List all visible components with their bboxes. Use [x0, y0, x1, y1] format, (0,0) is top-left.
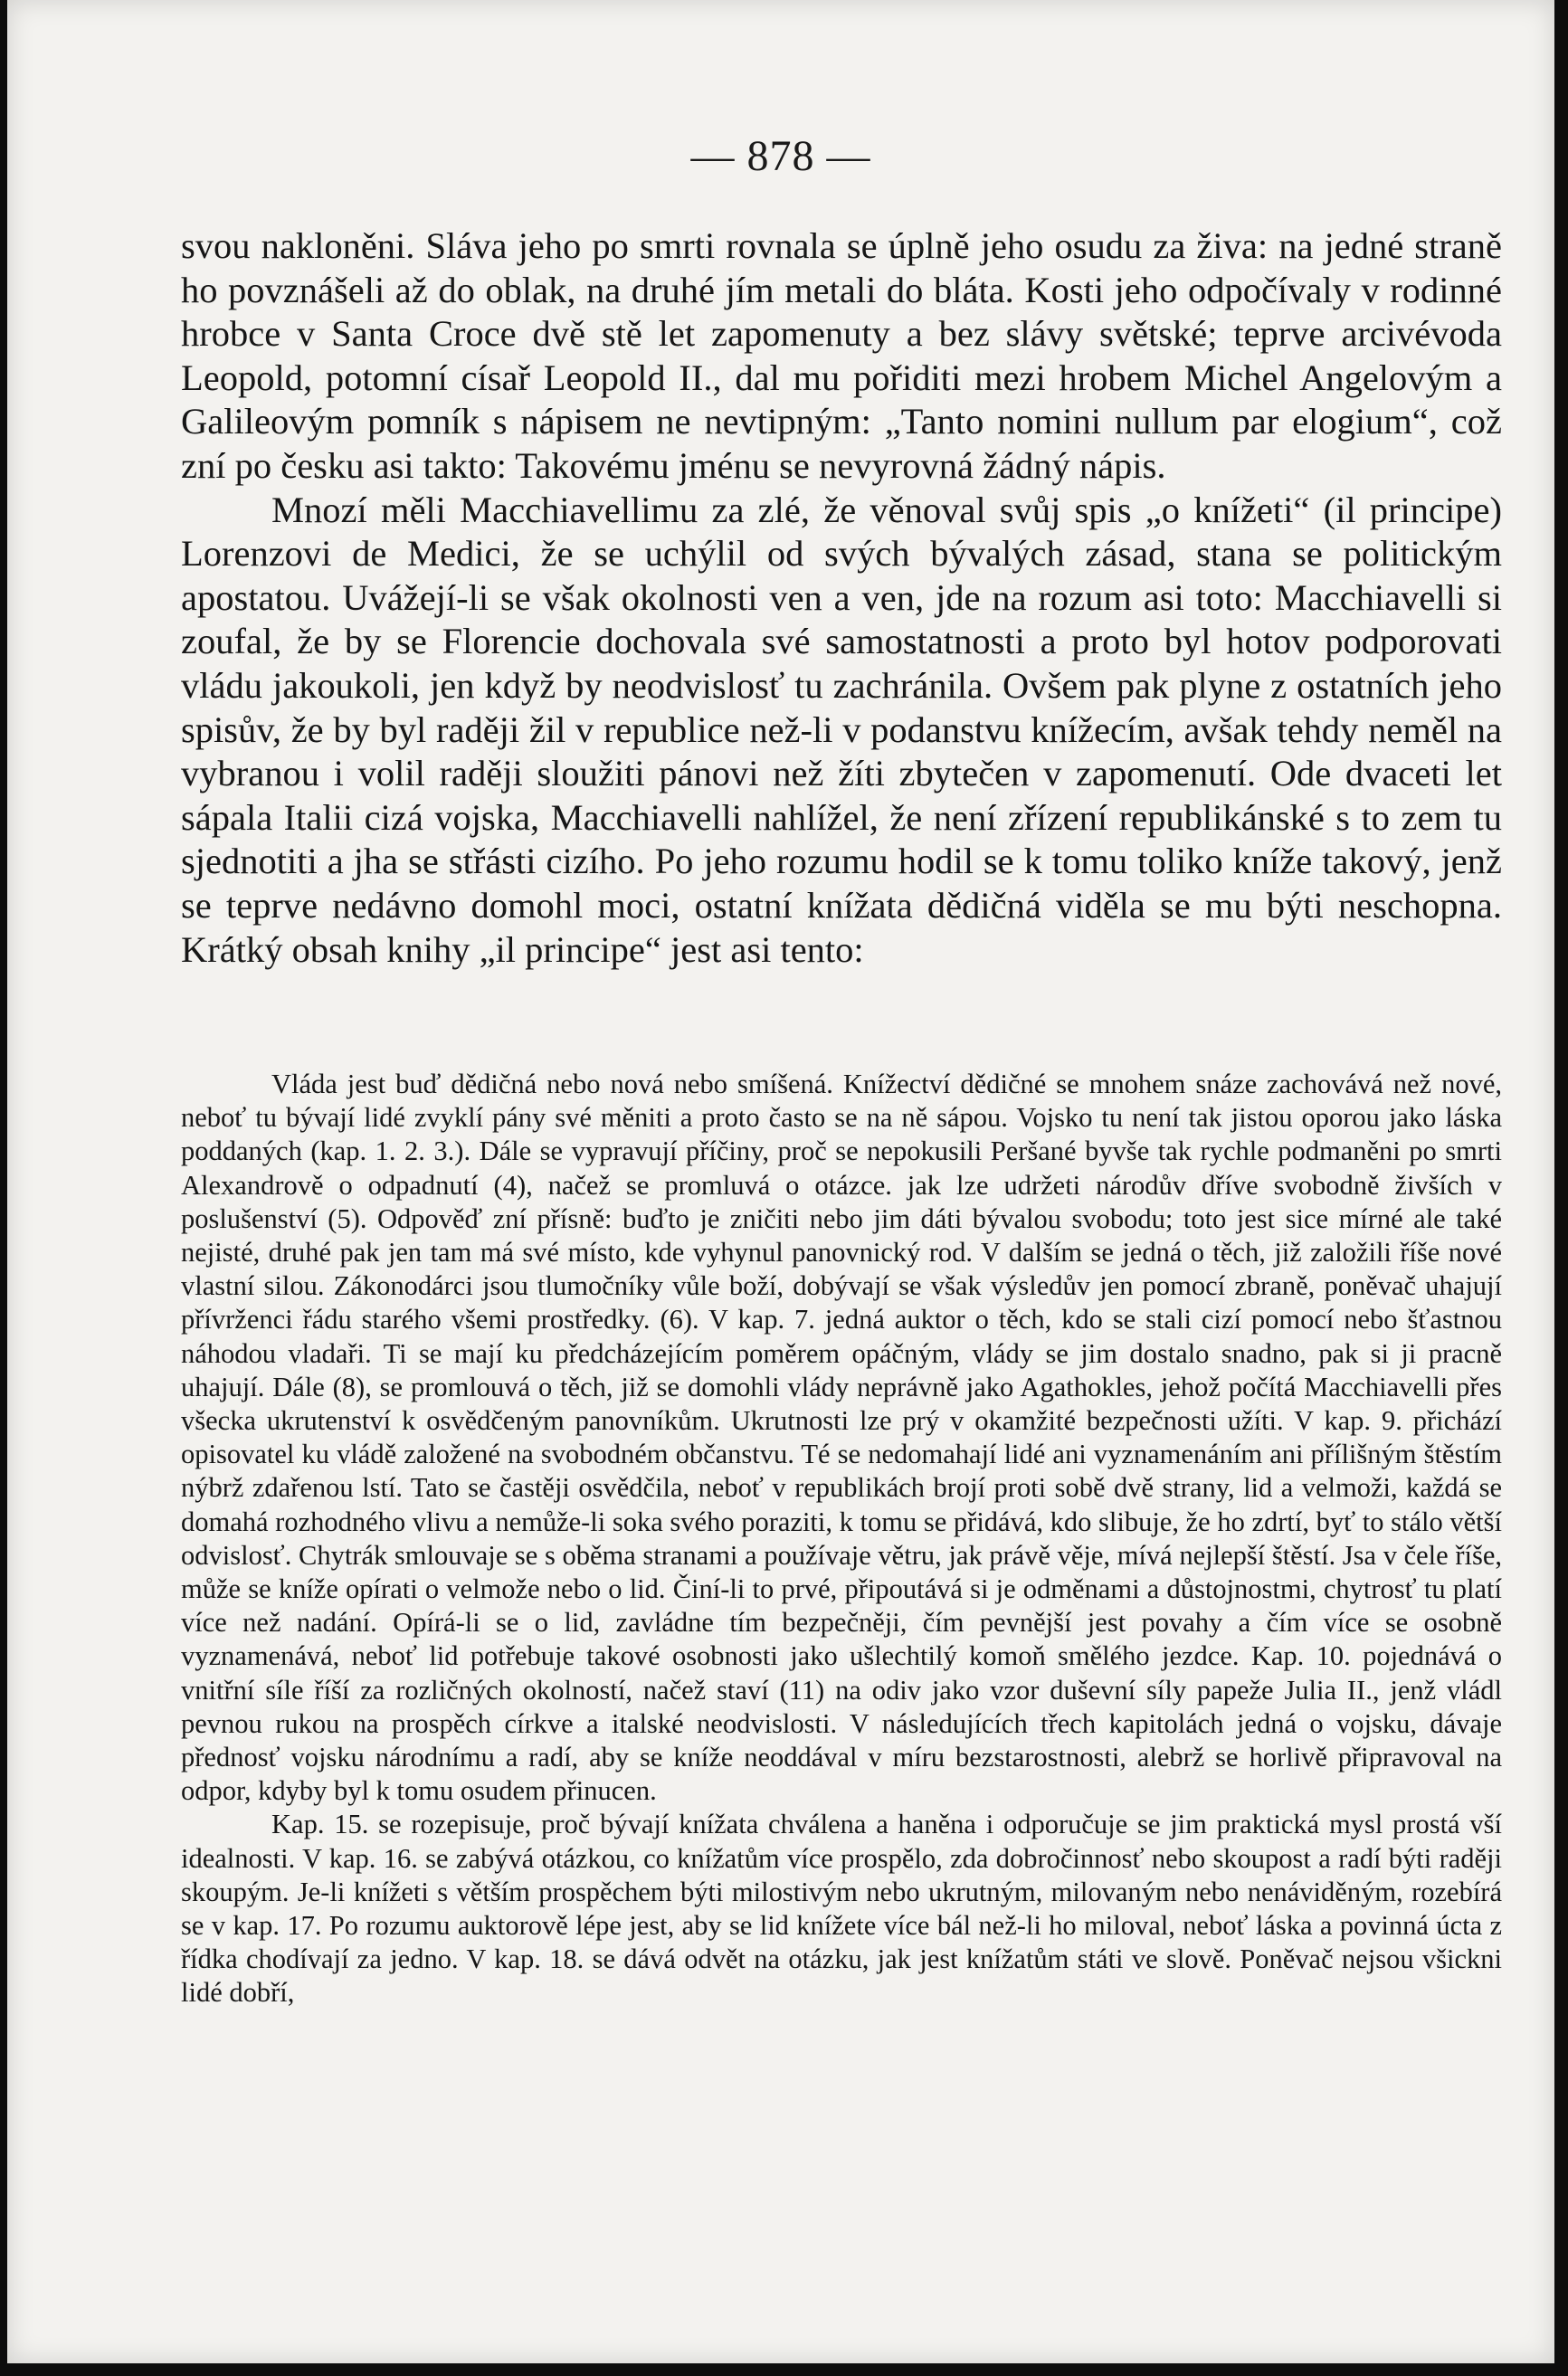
- summary-text: [181, 1068, 1502, 2010]
- main-text: [181, 224, 1502, 972]
- summary-paragraph: Kap. 15. se rozepisuje, proč bývají knížata chválena a haněna i odporučuje se jim praktická mysl prostá vší idealnosti. V kap. 16. se zabývá otázkou, co knížatům více prospělo, zda dobročinnosť nebo skoupost a radí býti raději skoupým. Je-li knížeti s větším prospěchem býti milostivým nebo ukrutným, milovaným nebo nenáviděným, rozebírá se v kap. 17. Po rozumu auktorově lépe jest, aby se lid knížete více bál než-li ho miloval, neboť láska a povinná úcta z řídka chodívají za jedno. V kap. 18. se dává odvět na otázku, jak jest knížatům státi ve slově. Poněvač nejsou všickni lidé dobří,: [181, 1809, 1502, 2009]
- book-page: [7, 0, 1554, 2363]
- summary-paragraph: Vláda jest buď dědičná nebo nová nebo smíšená. Knížectví dědičné se mnohem snáze zachovává než nové, neboť tu bývají lidé zvyklí pány své měniti a proto často se na ně sápou. Vojsko tu není tak jistou oporou jako láska poddaných (kap. 1. 2. 3.). Dále se vypravují příčiny, proč se nepokusili Peršané byvše tak rychle podmaněni po smrti Alexandrově o odpadnutí (4), načež se promluvá o otázce. jak lze udržeti národův dříve svobodně živších v poslušenství (5). Odpověď zní přísně: buďto je zničiti nebo jim dáti bývalou svobodu; toto jest sice mírné ale také nejisté, druhé pak jen tam má své místo, kde vyhynul panovnický rod. V dalším se jedná o těch, již založili říše nové vlastní silou. Zákonodárci jsou tlumočníky vůle boží, dobývají se však výsledův jen pomocí zbraně, poněvač uhajují přívrženci řádu starého všemi prostředky. (6). V kap. 7. jedná auktor o těch, kdo se stali cizí pomocí nebo šťastnou náhodou vladaři. Ti se mají ku předcházejícím poměrem opáčným, vlády se jim dostalo snadno, pak si ji pracně uhajují. Dále (8), se promlouvá o těch, již se domohli vlády neprávně jako Agathokles, jehož počítá Macchiavelli přes všecka ukrutenství k osvědčeným panovníkům. Ukrutnosti lze prý v okamžité bezpečnosti užíti. V kap. 9. přichází opisovatel ku vládě založené na svobodném občanstvu. Té se nedomahají lidé ani vyznamenáním ani přílišným štěstím nýbrž zdařenou lstí. Tato se častěji osvědčila, neboť v republikách brojí proti sobě dvě strany, lid a velmoži, každá se domahá rozhodného vlivu a nemůže-li soka svého poraziti, k tomu se přidává, kdo slibuje, že ho zdrtí, byť to stálo větší odvislosť. Chytrák smlouvaje se s oběma stranami a používaje větru, jak právě věje, mívá nejlepší štěstí. Jsa v čele říše, může se kníže opírati o velmože nebo o lid. Činí-li to prvé, připoutává si je odměnami a důstojnostmi, chytrosť tu platí více než nadání. Opírá-li se o lid, zavládne tím bezpečněji, čím pevnější jest povahy a čím více se osobně vyznamenává, neboť lid potřebuje takové osobnosti jako ušlechtilý komoň smělého jezdce. Kap. 10. pojednává o vnitřní síle říší za rozličných okolností, načež staví (11) na odiv jako vzor duševní síly papeže Julia II., jenž vládl pevnou rukou na prospěch církve a italské neodvislosti. V následujících třech kapitolách jedná o vojsku, dávaje přednosť vojsku národnímu a radí, aby se kníže neoddával v míru bezstarostnosti, alebrž se horlivě připravoval na odpor, kdyby byl k tomu osudem přinucen.: [181, 1069, 1502, 1807]
- paragraph: Mnozí měli Macchiavellimu za zlé, že věnoval svůj spis „o knížeti“ (il principe) Lorenzovi de Medici, že se uchýlil od svých bývalých zásad, stana se politickým apostatou. Uvážejí-li se však okolnosti ven a ven, jde na rozum asi toto: Macchiavelli si zoufal, že by se Florencie dochovala své samostatnosti a proto byl hotov podporovati vládu jakoukoli, jen když by neodvislosť tu zachránila. Ovšem pak plyne z ostatních jeho spisův, že by byl raději žil v republice než-li v podanstvu knížecím, avšak tehdy neměl na vybranou i volil raději sloužiti pánovi než žíti zbytečen v zapomenutí. Ode dvaceti let sápala Italii cizá vojska, Macchiavelli nahlížel, že není zřízení republikánské s to zem tu sjednotiti a jha se střásti cizího. Po jeho rozumu hodil se k tomu toliko kníže takový, jenž se teprve nedávno domohl moci, ostatní knížata dědičná viděla se mu býti neschopna. Krátký obsah knihy „il principe“ jest asi tento:: [181, 489, 1502, 970]
- page-number: — 878 —: [690, 132, 871, 180]
- paragraph: svou nakloněni. Sláva jeho po smrti rovnala se úplně jeho osudu za živa: na jedné straně ho povznášeli až do oblak, na druhé jím metali do bláta. Kosti jeho odpočívaly v rodinné hrobce v Santa Croce dvě stě let zapomenuty a bez slávy světské; teprve arcivévoda Leopold, potomní císař Leopold II., dal mu pořiditi mezi hrobem Michel Angelovým a Galileovým pomník s nápisem ne nevtipným: „Tanto nomini nullum par elogium“, což zní po česku asi takto: Takovému jménu se nevyrovná žádný nápis.: [181, 225, 1502, 486]
